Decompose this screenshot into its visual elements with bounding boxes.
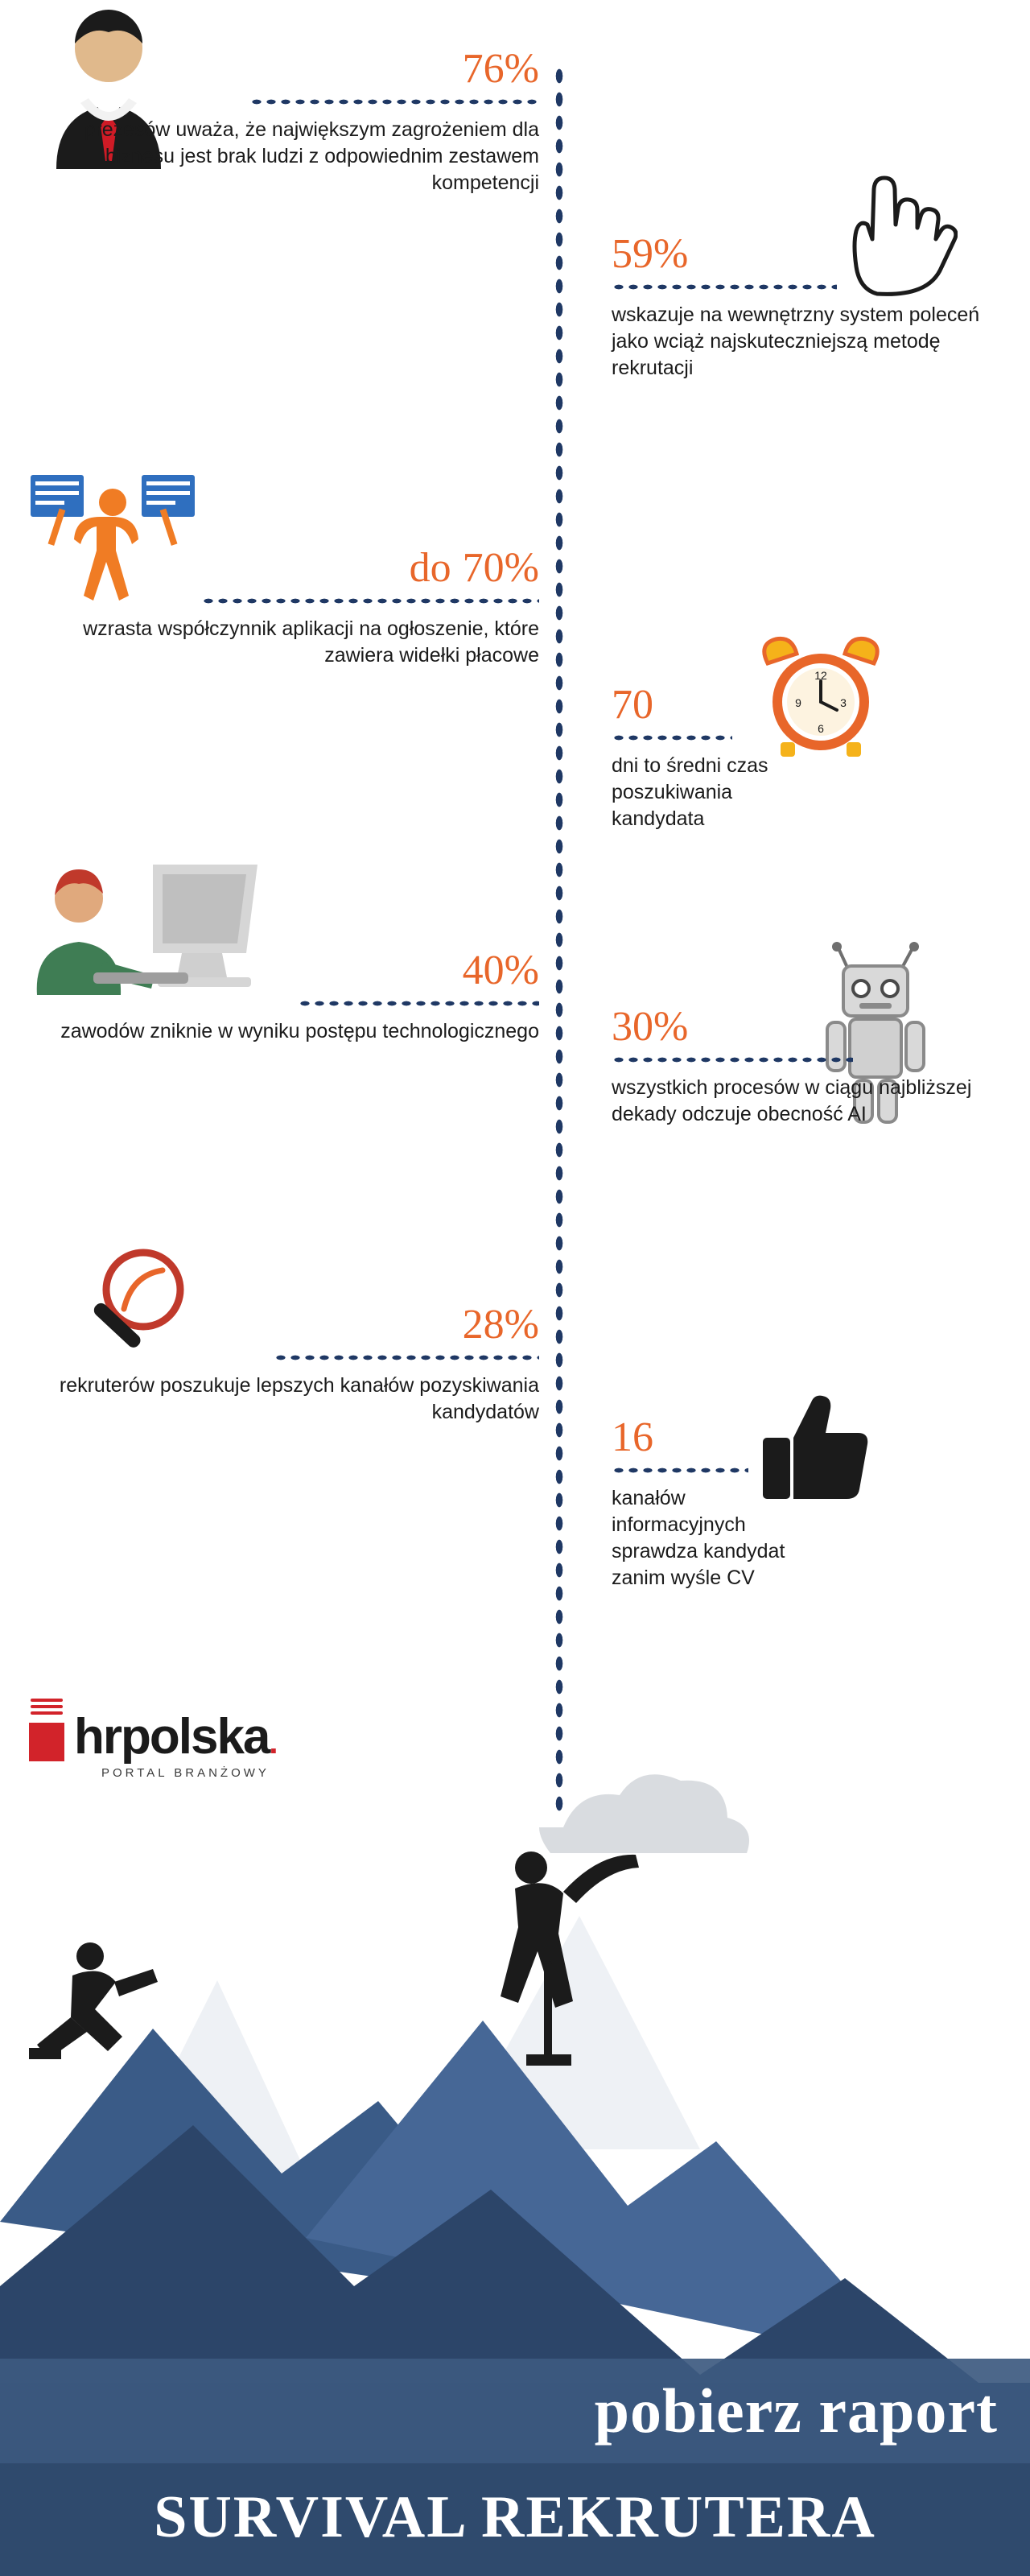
stat-text: rekruterów poszukuje lepszych kanałów pozyskiwania kandydatów [59,1374,539,1423]
svg-text:3: 3 [840,696,847,709]
stat-number: 40% [462,947,539,993]
center-dotted-spine [554,64,565,1819]
cta-title: pobierz raport [594,2376,998,2446]
stat-underline-dots [612,734,732,741]
stat-text: prezesów uważa, że największym zagrożeniem dla biznesu jest brak ludzi z odpowiednim zestawem kompetencji [84,118,539,194]
stat-number: 70 [612,682,653,728]
stat-ai-in-processes [612,1006,998,1128]
stat-salary-range-applications [24,547,539,669]
stat-underline-dots [612,1056,853,1063]
stat-number: 28% [462,1302,539,1348]
stat-text: wzrasta współczynnik aplikacji na ogłoszenie, które zawiera widełki płacowe [83,617,539,667]
svg-text:9: 9 [795,696,801,709]
logo-tagline: PORTAL BRANŻOWY [101,1766,270,1780]
stat-number: 70% [462,545,539,591]
hrpolska-logo[interactable] [24,1699,410,1780]
stat-text: kanałów informacyjnych sprawdza kandydat zanim wyśle CV [612,1487,785,1589]
logo-dot: . [269,1725,277,1761]
runner-icon [29,1942,158,2059]
stat-underline-dots [249,98,539,105]
cta-subtitle[interactable]: SURVIVAL REKRUTERA [154,2484,876,2550]
logo-name: hrpolska [74,1709,270,1765]
stat-underline-dots [274,1354,539,1361]
stat-underline-dots [201,597,539,605]
svg-text:12: 12 [814,669,827,682]
stat-number-prefix: do [409,545,451,591]
stat-recruiters-channels [24,1304,539,1426]
hrpolska-logo-mark [24,1699,69,1761]
stat-text: dni to średni czas poszukiwania kandydata [612,754,768,830]
stat-number: 16 [612,1414,653,1460]
stat-number: 76% [462,46,539,92]
stat-underline-dots [298,1000,539,1007]
svg-text:6: 6 [818,722,824,735]
stat-number: 30% [612,1004,689,1050]
stat-text: zawodów zniknie w wyniku postępu technologicznego [60,1020,539,1042]
stat-underline-dots [612,283,837,291]
stat-referral-system [612,233,998,382]
stat-jobs-disappearing [24,947,539,1045]
stat-text: wszystkich procesów w ciągu najbliższej dekady odczuje obecność AI [612,1076,972,1125]
stat-text: wskazuje na wewnętrzny system poleceń jako wciąż najskuteczniejszą metodę rekrutacji [612,303,980,379]
stat-number: 59% [612,231,689,277]
stat-candidate-info-channels [612,1414,998,1591]
logo-wordmark [74,1709,277,1765]
stat-ceo-competence-gap [24,48,539,196]
stat-underline-dots [612,1467,748,1474]
stat-time-to-hire [612,684,998,832]
